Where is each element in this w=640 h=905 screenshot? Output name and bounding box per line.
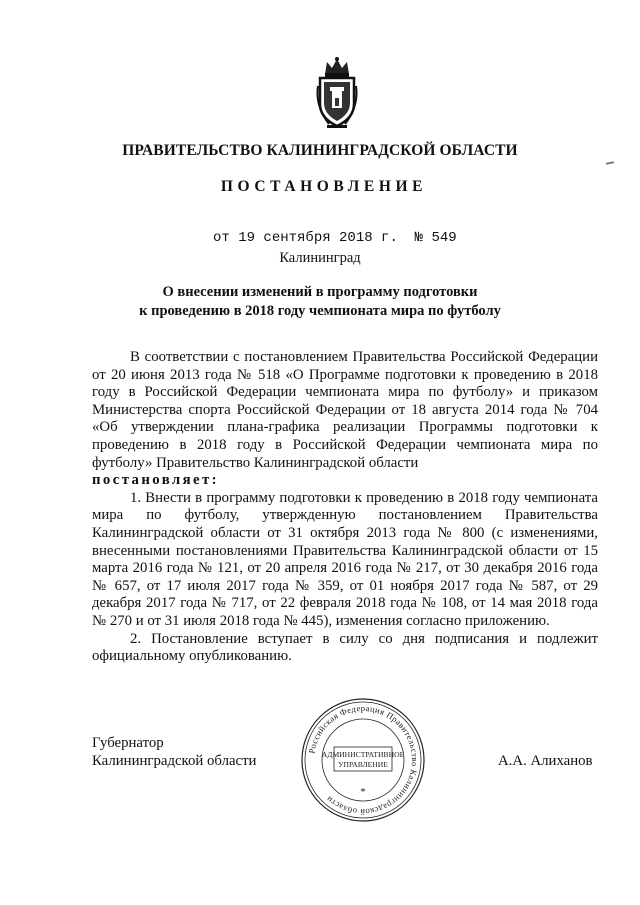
coat-of-arms-icon — [315, 56, 359, 130]
document-date-line — [213, 230, 457, 246]
stamp-ring-text: Российская Федерация Правительство Калининградской области — [306, 702, 421, 818]
document-city: Калининград — [279, 250, 361, 266]
signer-position-line-2: Калининградской области — [92, 752, 257, 769]
scan-mark — [606, 161, 614, 165]
signer-name: А.А. Алиханов — [498, 753, 593, 769]
document-subject — [0, 283, 640, 321]
document-type: ПОСТАНОВЛЕНИЕ — [220, 178, 428, 195]
item-2-paragraph: 2. Постановление вступает в силу со дня подписания и подлежит официальному опубликованию. — [92, 630, 598, 665]
document-number: 549 — [431, 230, 457, 246]
official-stamp — [300, 697, 426, 823]
subject-line-2: к проведению в 2018 году чемпионата мира по футболу — [139, 303, 501, 319]
subject-line-1: О внесении изменений в программу подготовки — [162, 284, 478, 300]
signer-position — [92, 735, 256, 770]
document-body — [92, 349, 598, 666]
document-date: 19 сентября 2018 г. — [238, 230, 398, 246]
stamp-center-line-1: АДМИНИСТРАТИВНОЕ — [321, 750, 405, 759]
date-prefix: от — [213, 230, 230, 246]
stamp-star: * — [360, 786, 366, 798]
decree-word: постановляет: — [92, 472, 219, 489]
stamp-center-line-2: УПРАВЛЕНИЕ — [338, 760, 388, 769]
preamble-paragraph: В соответствии с постановлением Правительства Российской Федерации от 20 июня 2013 года № 518 «О Программе подготовки к проведению в 2018 году в Российской Федерации чемпионата мира по футболу» и приказом Министерства спорта Российской Федерации от 18 августа 2014 года № 704 «Об утверждении плана-графика реализации Программы подготовки к проведению в 2018 году в Российской Федерации чемпионата мира по футболу» Правительство Калининградской области — [92, 349, 598, 471]
number-sign: № — [414, 230, 424, 246]
signer-position-line-1: Губернатор — [92, 735, 164, 751]
item-1-paragraph: 1. Внести в программу подготовки к проведению в 2018 году чемпионата мира по футболу, утвержденную постановлением Правительства Калининградской области от 31 октября 2013 года № 800 (с изменениями, внесенными постановлениями Правительства Калининградской области от 15 марта 2016 года № 121, от 20 апреля 2016 года № 217, от 30 декабря 2016 года № 657, от 17 июля 2017 года № 359, от 01 ноября 2017 года № 587, от 29 декабря 2017 года № 717, от 22 февраля 2018 года № 108, от 14 мая 2018 года № 270 и от 31 июля 2018 года № 445), изменения согласно приложению. — [92, 489, 598, 629]
organization-title: ПРАВИТЕЛЬСТВО КАЛИНИНГРАДСКОЙ ОБЛАСТИ — [122, 142, 518, 159]
